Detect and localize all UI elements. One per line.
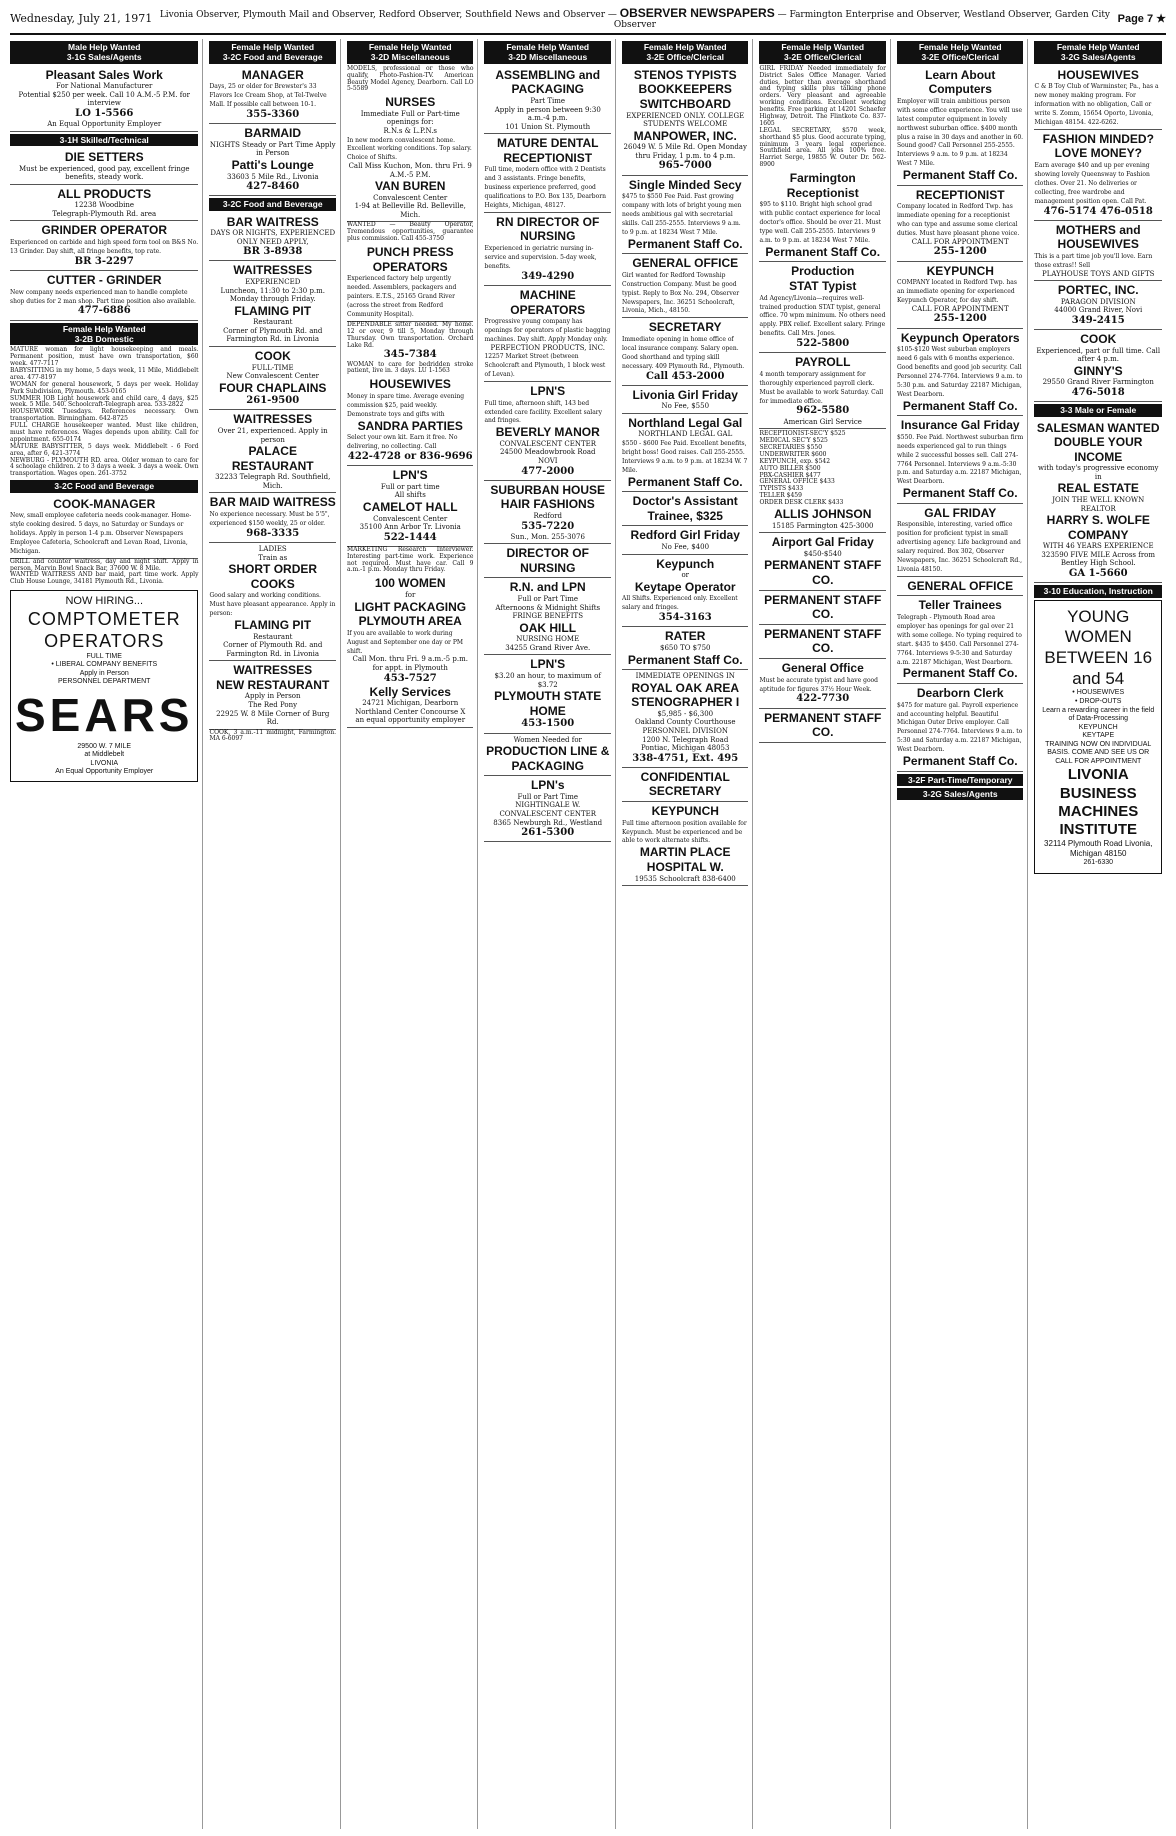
masthead-brand: OBSERVER NEWSPAPERS — [619, 6, 775, 20]
ad-cutter-grinder: CUTTER - GRINDER New company needs experienced man to handle complete shop duties for 2 man shop. Part time position also available. 477-6886 — [10, 271, 198, 321]
ad-fashion: FASHION MINDED? LOVE MONEY? Earn average $40 and up per evening showing lovely Queensway to Fashion clothes. Over 21. No deliveries or collecting, free wardrobe and management position open. Call Pat. 476-5174 476-0518 — [1034, 130, 1162, 221]
ad-rater: RATER $650 TO $750 Permanent Staff Co. — [622, 627, 749, 670]
section-header: 3-1H Skilled/Technical — [10, 134, 198, 146]
job-list-item: UNDERWRITER $600 — [759, 450, 827, 458]
ad-dearborn-clerk: Dearborn Clerk $475 for mature gal. Payroll experience and accounting helpful. Beautiful Michigan Outer Drive employer. Call Personnel 274-7764. Interviews 9 a.m. to 5:30 and Saturday a.m. 22187 Michigan, West Dearborn. Permanent Staff Co. — [897, 684, 1024, 772]
classified-line: WANTED WAITRESS AND bar maid, part time work. Apply Club House Lounge, 34181 Plymouth Rd., Livonia. — [10, 571, 199, 586]
ad-computers: Learn About Computers Employer will train ambitious person with some office experience. You will use latest computer equipment in lovely northwest suburban office. $400 month plus a raise in 30 days and another in 60. Sound good? Call Personnel 255-2555. Interviews 9 a.m. to 9 p.m. at 18234 West 7 Mile. Permanent Staff Co. — [897, 66, 1024, 186]
ad-ginnys: COOK Experienced, part or full time. Call after 4 p.m. GINNY'S 29550 Grand River Farmington 476-5018 — [1034, 330, 1162, 402]
job-list-item: MEDICAL SEC'Y $525 — [759, 437, 828, 445]
ad-bar-waitress: BAR WAITRESS DAYS OR NIGHTS, EXPERIENCED ONLY NEED APPLY, BR 3-8938 — [209, 213, 336, 262]
ad-keypunch-martin: KEYPUNCH Full time afternoon position available for Keypunch. Must be experienced and be able to work alternate shifts. MARTIN PLACE HOSPITAL W. 19535 Schoolcraft 838-6400 — [622, 802, 749, 886]
ad-dental-receptionist: MATURE DENTAL RECEPTIONIST Full time, modern office with 2 Dentists and 3 assistants. Fringe benefits, business experience preferred, good qualifications to P.O. Box 135, Dearborn Heights, Michigan, 48127. — [484, 134, 611, 213]
ad-grinder-operator: GRINDER OPERATOR Experienced on carbide and high speed form tool on B&S No. 13 Grinder. Day shift, all fringe benefits, top rate. BR 3-2297 — [10, 221, 198, 271]
ad-barmaid: BARMAID NIGHTS Steady or Part Time Apply in Person Patti's Lounge 33603 5 Mile Rd., Livonia 427-8460 — [209, 124, 336, 196]
ad-keypunch-operators: Keypunch Operators $105-$120 West suburban employers need 6 gals with 6 months experience. Good benefits and good job security. Call Personnel 274-7764. Interviews 9 a.m. to 5:30 p.m. and Saturday 22187 Michigan, West Dearborn. Permanent Staff Co. — [897, 329, 1024, 417]
classified-line: MATURE BABYSITTER, 5 days week. Middlebelt - 6 Ford area, after 6, 421-3774 — [10, 442, 199, 457]
classified-line: LEGAL SECRETARY, $570 week, shorthand $5 plus. Good accurate typing, minimum 3 years legal experience. Southfield area. All jobs 100% free. Harriet Serge, 19855 W. Outer Dr. 562-8900 — [759, 126, 886, 169]
masthead — [10, 6, 1166, 35]
ad-all-products: ALL PRODUCTS 12238 Woodbine Telegraph-Plymouth Rd. area — [10, 185, 198, 222]
ad-confidential-secretary: CONFIDENTIAL SECRETARY — [622, 768, 749, 802]
classified-line: COOK, 3 a.m.-11 midnight, Farmington. MA 6-6097 — [209, 728, 336, 743]
classified-line: MARKETING Research Interviewer. Interesting part-time work. Experience not required. Must have car. Call 9 a.m.-1 p.m. Monday thru Friday. — [346, 545, 474, 574]
ad-housewives: HOUSEWIVES Money in spare time. Average evening commission $25, paid weekly. Demonstrate toys and gifts with SANDRA PARTIES Select your own kit. Earn it free. No delivering, no collecting. Call 422-4728 or 836-9696 — [347, 375, 474, 466]
ad-suburban-house: SUBURBAN HOUSE HAIR FASHIONS Redford 535-7220 Sun., Mon. 255-3076 — [484, 481, 611, 545]
classified-line: BABYSITTING in my home, 5 days week, 11 Mile, Middlebelt area. 477-8197 — [10, 366, 199, 381]
ad-young-women: YOUNG WOMEN BETWEEN 16 and 54 • HOUSEWIVES • DROP-OUTS Learn a rewarding career in the field of Data-Processing KEYPUNCH KEYTAPE TRAINING NOW ON INDIVIDUAL BASIS. COME AND SEE US OR CALL FOR APPOINTMENT LIVONIA BUSINESS MACHINES INSTITUTE 32114 Plymouth Road Livonia, Michigan 48150 261-6330 — [1034, 600, 1162, 875]
section-header: Female Help Wanted 3-2G Sales/Agents — [1034, 41, 1162, 64]
ad-keypunch: Keypunch or Keytape Operator All Shifts. Experienced only. Excellent salary and fringes. 354-3163 — [622, 555, 749, 628]
ad-punch-press: PUNCH PRESS OPERATORS Experienced factory help urgently needed. Assemblers, packagers and painters. E.T.S., 25165 Grand River (across the street from Redford Community Hospital). — [347, 243, 474, 322]
ad-permanent-staff: PERMANENT STAFF CO. — [759, 709, 886, 743]
ad-insurance-gal: Insurance Gal Friday $550. Fee Paid. Northwest suburban firm needs experienced gal to run things while 2 successful bosses sell. Call 274-7764 Personnel. Interviews 9 a.m.-5:30 p.m. and Saturday a.m. 22187 Michigan, West Dearborn. Permanent Staff Co. — [897, 416, 1024, 504]
classified-line: WOMAN to care for bedridden stroke patient, live in. 3 days. LU 1-1563 — [346, 360, 474, 375]
ad-redford-girl-friday: Redford Girl Friday No Fee, $400 — [622, 526, 749, 554]
sears-logo: SEARS — [15, 688, 194, 741]
masthead-papers: Livonia Observer, Plymouth Mail and Observer, Redford Observer, Southfield News and Observer — OBSERVER NEWSPAPERS — Farmington Enterprise and Observer, Westland Observer, Garden City Observer — [159, 6, 1111, 30]
ad-cook: COOK FULL-TIME New Convalescent Center FOUR CHAPLAINS 261-9500 — [209, 347, 336, 411]
ad-waitresses: WAITRESSES EXPERIENCED Luncheon, 11:30 to 2:30 p.m. Monday through Friday. FLAMING PIT Restaurant Corner of Plymouth Rd. and Farmington Rd. in Livonia — [209, 261, 336, 346]
masthead-date: Wednesday, July 21, 1971 — [10, 11, 153, 25]
job-list-item: KEYPUNCH, exp. $542 — [759, 457, 831, 465]
ad-permanent-staff: PERMANENT STAFF CO. — [759, 625, 886, 659]
classified-grid — [10, 39, 1166, 1829]
ad-cook-manager: COOK-MANAGER New, small employee cafeteria needs cook-manager. Home-style cooking desired. 5 days, no Saturday or Sundays or holidays. Apply in person 1-4 p.m. Observer Newspapers Employee Cafeteria, Schoolcraft and Levan Road, Livonia, Michigan. — [10, 495, 198, 559]
classified-line: GRILL and counter waitress, day and night shift. Apply in person, Marvin Bowl Snack Bar, 37600 W. 8 Mile. — [10, 557, 199, 572]
ad-secretary: SECRETARY Immediate opening in home office of local insurance company. Salary open. Good shorthand and typing skill necessary. 409 Plymouth Rd., Plymouth. Call 453-2000 — [622, 318, 749, 385]
column-4 — [484, 39, 616, 1829]
ad-rn-director: RN DIRECTOR OF NURSING Experienced in geriatric nursing in-service and supervision. 5-day week, benefits. 349-4290 — [484, 213, 611, 286]
column-1 — [10, 39, 203, 1829]
sears-ad: NOW HIRING... COMPTOMETER OPERATORS FULL TIME • LIBERAL COMPANY BENEFITS Apply in Person PERSONNEL DEPARTMENT SEARS 29500 W. 7 MILE at Middlebelt LIVONIA An Equal Opportunity Employer — [10, 590, 198, 782]
ad-short-order: LADIES Train as SHORT ORDER COOKS Good salary and working conditions. Must have pleasant appearance. Apply in person: FLAMING PIT Restaurant Corner of Plymouth Rd. and Farmington Rd. in Livonia — [209, 543, 336, 661]
classified-line: HOUSEWORK Tuesdays. References necessary. Own transportation. Birmingham. 642-8725 — [10, 408, 199, 423]
ad-palace: WAITRESSES Over 21, experienced. Apply in person PALACE RESTAURANT 32233 Telegraph Rd. Southfield, Mich. — [209, 410, 336, 493]
classified-line: GIRL FRIDAY Needed immediately for District Sales Office Manager. Varied duties, better than average shorthand and typing skills plus talking phone orders. Very pleasant and agreeable working conditions. Excellent working benefits. Free parking at 14201 Schaefer Highway, Detroit. The Flintkote Co. 837-1605 — [759, 64, 886, 127]
section-header: 3-2F Part-Time/Temporary — [897, 774, 1024, 786]
ad-oak-hill: R.N. and LPN Full or Part Time Afternoons & Midnight Shifts FRINGE BENEFITS OAK HILL NURSING HOME 34255 Grand River Ave. — [484, 578, 611, 655]
section-header: Female Help Wanted 3-2D Miscellaneous — [484, 41, 611, 64]
classified-line: DEPENDABLE sitter needed. My home. 12 or over, 9 till 5, Monday through Thursday. Own transportation. Orchard Lake Rd. — [346, 320, 474, 349]
classified-line: MATURE woman for light housekeeping and meals. Permanent position, must have own transportation, $60 week. 477-7117 — [10, 346, 199, 368]
section-header: Female Help Wanted 3-2B Domestic — [10, 323, 198, 346]
ad-sales-work: Pleasant Sales Work For National Manufacturer Potential $250 per week. Call 10 A.M.-5 P.M. for interview LO 1-5566 An Equal Opportunity Employer — [10, 66, 198, 132]
ad-die-setters: DIE SETTERS Must be experienced, good pay, excellent fringe benefits, steady work. — [10, 148, 198, 185]
column-7 — [897, 39, 1029, 1829]
section-header: 3-3 Male or Female — [1034, 404, 1162, 416]
ad-plymouth-state: LPN'S $3.20 an hour, to maximum of $3.72 PLYMOUTH STATE HOME 453-1500 — [484, 655, 611, 733]
section-header: Male Help Wanted 3-1G Sales/Agents — [10, 41, 198, 64]
job-list: RECEPTIONIST-SEC'Y $525 MEDICAL SEC'Y $525 SECRETARIES $550 UNDERWRITER $600 KEYPUNCH, exp. $542 AUTO BILLER $500 PBX-CASHIER $477 GENERAL OFFICE $433 TYPISTS $433 TELLER $459 ORDER DESK CLERK $433 ALLIS JOHNSON 15185 Farmington 425-3000 — [759, 429, 886, 533]
job-list-item: TELLER $459 — [759, 492, 802, 500]
ad-nurses: NURSES Immediate Full or Part-time openings for: R.N.s & L.P.N.s In new modern convalescent home. Excellent working conditions. Top salary. Choice of Shifts. Call Miss Kuchon, Mon. thru Fri. 9 A.M.-5 P.M. VAN BUREN Convalescent Center 1-94 at Belleville Rd. Belleville, Mich. — [347, 93, 474, 222]
job-list-item: ORDER DESK CLERK $433 — [759, 499, 844, 507]
column-6 — [759, 39, 891, 1829]
ad-harry-wolfe: SALESMAN WANTED DOUBLE YOUR INCOME with today's progressive economy in REAL ESTATE JOIN THE WELL KNOWN REALTOR HARRY S. WOLFE COMPANY WITH 46 YEARS EXPERIENCE 323590 FIVE MILE Across from Bentley High School. GA 1-5660 — [1034, 419, 1162, 584]
ad-stat-typist: Production STAT Typist Ad Agency/Livonia—requires well-trained production STAT typist, general office. 70 wpm minimum. No others need apply. PBX relief. Excellent salary. Fringe benefits. Call Mrs. Jones. 522-5800 — [759, 262, 886, 353]
job-list-item: GENERAL OFFICE $433 — [759, 478, 835, 486]
phone-number: 345-7384 — [383, 349, 437, 361]
job-list-item: TYPISTS $433 — [759, 485, 804, 493]
ad-bar-maid: BAR MAID WAITRESS No experience necessary. Must be 5'5", experienced $150 weekly, 25 or older. 968-3335 — [209, 493, 336, 543]
classified-line: WANTED — Beauty Operator, Tremendous opportunities, guarantee plus commission. Call 455-3750 — [346, 221, 474, 243]
classified-line: SUMMER JOB Light housework and child care, 4 days, $25 week. 5 Mile. 540. Schoolcraft-Telegraph area. 533-2822 — [10, 394, 199, 409]
ad-manpower: STENOS TYPISTS BOOKKEEPERS SWITCHBOARD EXPERIENCED ONLY. COLLEGE STUDENTS WELCOME MANPOWER, INC. 26049 W. 5 Mile Rd. Open Monday thru Friday, 1 p.m. to 4 p.m. 965-7000 — [622, 66, 749, 176]
ad-camelot-hall: LPN'S Full or part time All shifts CAMELOT HALL Convalescent Center 35100 Ann Arbor Tr. Livonia 522-1444 — [347, 466, 474, 547]
column-5 — [622, 39, 754, 1829]
ad-housewives-toys: HOUSEWIVES C & B Toy Club of Warminster, Pa., has a new money making program. For information with no obligation, Call or write S. Zomm, 15654 Oporto, Livonia, Michigan 48154. 422-6262. — [1034, 66, 1162, 130]
page-number: Page 7 ★ — [1117, 12, 1166, 25]
ad-general-office-2: General Office Must be accurate typist and have good aptitude for figures 37½ Hour Week. 422-7730 — [759, 659, 886, 709]
section-header: Female Help Wanted 3-2C Food and Beverage — [209, 41, 336, 64]
ad-manager: MANAGER Days, 25 or older for Brewster's 33 Flavors Ice Cream Shop, at Tel-Twelve Mall. If possible call between 10-1. 355-3360 — [209, 66, 336, 124]
ad-receptionist: RECEPTIONIST Company located in Redford Twp. has immediate opening for a receptionist who can type and assume some clerical duties. Must have pleasant phone voice. CALL FOR APPOINTMENT 255-1200 — [897, 186, 1024, 262]
job-list-item: PBX-CASHIER $477 — [759, 471, 821, 479]
ad-teller-trainees: Teller Trainees Telegraph - Plymouth Road area employer has openings for gal over 21 with some college. No typing required to start. $435 to $450. Call Personnel 274-7764. Interviews 9-5:30 and Saturday a.m. 22187 Michigan, West Dearborn. Permanent Staff Co. — [897, 596, 1024, 684]
ad-production-line: Women Needed for PRODUCTION LINE & PACKAGING — [484, 734, 611, 777]
classified-line: WOMAN for general housework, 5 days per week. Holiday Park Subdivision, Plymouth. 453-0165 — [10, 380, 199, 395]
ad-assembling: ASSEMBLING and PACKAGING Part Time Apply in person between 9:30 a.m.-4 p.m. 101 Union St. Plymouth — [484, 66, 611, 134]
column-2 — [209, 39, 341, 1829]
ad-single-minded: Single Minded Secy $475 to $550 Fee Paid. Fast growing company with lots of bright young men needs ambitious gal with secretarial skills. Call 255-2555. Interviews 9 a.m. to 9 p.m. at 18234 West 7 Mile. Permanent Staff Co. — [622, 176, 749, 255]
ad-royal-oak: IMMEDIATE OPENINGS IN ROYAL OAK AREA STENOGRAPHER I $5,985 - $6,300 Oakland County Courthouse PERSONNEL DIVISION 1200 N. Telegraph Road Pontiac, Michigan 48053 338-4751, Ext. 495 — [622, 670, 749, 768]
ad-keypunch-redford: KEYPUNCH COMPANY located in Redford Twp. has an immediate opening for experienced Keypunch Operator, for day shift. CALL FOR APPOINTMENT 255-1200 — [897, 262, 1024, 329]
classified-line: NEWBURG - PLYMOUTH RD. area. Older woman to care for 4 schoolage children. 2 to 3 days a week. 3 days a week. Own transportation. Wages open. 261-3752 — [10, 456, 199, 478]
job-list-item: RECEPTIONIST-SEC'Y $525 — [759, 430, 846, 438]
section-header: 3-2C Food and Beverage — [10, 480, 198, 492]
section-header: Female Help Wanted 3-2E Office/Clerical — [897, 41, 1024, 64]
ad-light-packaging: 100 WOMEN for LIGHT PACKAGING PLYMOUTH AREA If you are available to work during August and September one day or PM shift. Call Mon. thru Fri. 9 a.m.-5 p.m. for appt. in Plymouth 453-7527 Kelly Services 24721 Michigan, Dearborn Northland Center Concourse X an equal opportunity employer — [347, 574, 474, 728]
classified-line: MODELS, professional or those who qualify, Photo-Fashion-TV. American Beauty Model Agency, Dearborn. Call LO 5-5589 — [346, 64, 474, 93]
ad-portec: PORTEC, INC. PARAGON DIVISION 44000 Grand River, Novi 349-2415 — [1034, 281, 1162, 330]
column-3 — [347, 39, 479, 1829]
section-header: Female Help Wanted 3-2D Miscellaneous — [347, 41, 474, 64]
ad-livonia-girl-friday: Livonia Girl Friday No Fee, $550 — [622, 386, 749, 414]
section-header: 3-2G Sales/Agents — [897, 788, 1024, 800]
classified-line: FULL CHARGE housekeeper wanted. Must like children, must have references. Wages depends upon ability. Call for appointment. 655-0174 — [10, 422, 199, 443]
ad-director-nursing: DIRECTOR OF NURSING — [484, 544, 611, 578]
section-header: Female Help Wanted 3-2E Office/Clerical — [622, 41, 749, 64]
ad-general-office: GENERAL OFFICE Girl wanted for Redford Township Construction Company. Must be good typist. Reply to Box No. 294, Observer Newspapers, Inc. 36251 Schoolcraft, Livonia, Mich., 48150. — [622, 254, 749, 318]
ad-mothers: MOTHERS and HOUSEWIVES This is a part time job you'll love. Earn those extras!! Sell PLAYHOUSE TOYS AND GIFTS — [1034, 221, 1162, 282]
ad-red-pony: WAITRESSES NEW RESTAURANT Apply in Person The Red Pony 22925 W. 8 Mile Corner of Burg Rd. — [209, 661, 336, 729]
ad-payroll: PAYROLL 4 month temporary assignment for thoroughly experienced payroll clerk. Must be available to work Saturday. Call for immediate office. 962-5580 American Girl Service — [759, 353, 886, 429]
ad-machine-operators: MACHINE OPERATORS Progressive young company has openings for operators of plastic bagging machines. Day shift. Apply Monday only. PERFECTION PRODUCTS, INC. 12257 Market Street (between Schoolcraft and Plymouth, 1 block west of Levan). — [484, 286, 611, 382]
ad-general-office-3: GENERAL OFFICE — [897, 577, 1024, 597]
ad-lpns-beverly: LPN'S Full time, afternoon shift, 143 bed extended care facility. Excellent salary and fringes. BEVERLY MANOR CONVALESCENT CENTER 24500 Meadowbrook Road NOVI 477-2000 — [484, 382, 611, 481]
section-header: Female Help Wanted 3-2E Office/Clerical — [759, 41, 886, 64]
ad-gal-friday: GAL FRIDAY Responsible, interesting, varied office position for proficient typist in small advertising agency. Life background and salary required. Box 302, Observer Newspapers, Inc. 36251 Schoolcraft Rd., Livonia 48150. — [897, 504, 1024, 577]
section-header: 3-2C Food and Beverage — [209, 198, 336, 210]
ad-farmington-receptionist: Farmington Receptionist $95 to $110. Bright high school grad with public contact experience for local doctor's office. Should be over 21. Must type well. Call 255-2555. Interviews 9 a.m. to 9 p.m. at 18234 West 7 Mile. Permanent Staff Co. — [759, 169, 886, 262]
column-8 — [1034, 39, 1166, 1829]
job-list-item: SECRETARIES $550 — [759, 443, 823, 451]
ad-airport-gal: Airport Gal Friday $450-$540 PERMANENT STAFF CO. — [759, 533, 886, 590]
ad-nightingale: LPN's Full or Part Time NIGHTINGALE W. CONVALESCENT CENTER 8365 Newburgh Rd., Westland 261-5300 — [484, 776, 611, 842]
ad-permanent-staff: PERMANENT STAFF CO. — [759, 591, 886, 625]
ad-doctors-assistant: Doctor's Assistant Trainee, $325 — [622, 492, 749, 526]
job-list-item: AUTO BILLER $500 — [759, 464, 821, 472]
section-header: 3-10 Education, Instruction — [1034, 585, 1162, 597]
ad-legal-gal: Northland Legal Gal NORTHLAND LEGAL GAL $550 - $600 Fee Paid. Excellent benefits, bright boss! Good raises. Call 255-2555. Interviews 9 a.m. to 9 p.m. at 18234 W. 7 Mile. Permanent Staff Co. — [622, 414, 749, 492]
